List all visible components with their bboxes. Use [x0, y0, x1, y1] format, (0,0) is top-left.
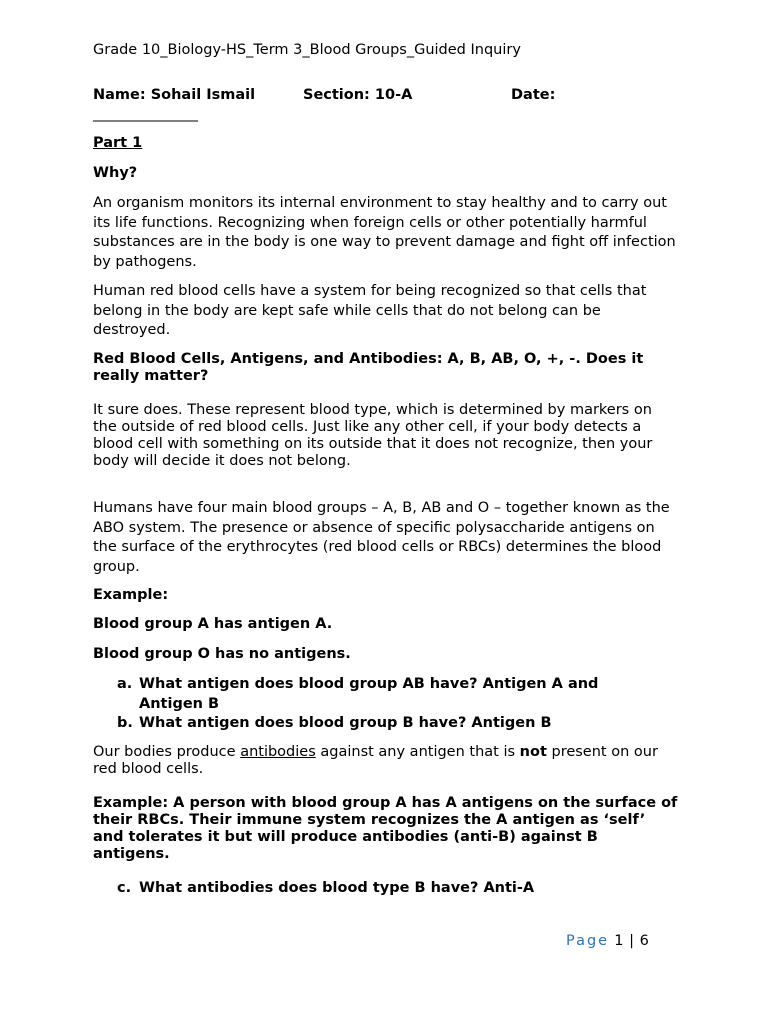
question-c [117, 879, 677, 899]
paragraph-antibodies: Our bodies produce antibodies against any antigen that is not present on our red blood cells. [93, 744, 658, 777]
question-text: What antigen does blood group AB have? Antigen A and Antigen B [139, 676, 599, 712]
question-text: What antigen does blood group B have? Antigen B [139, 715, 552, 731]
question-text: What antibodies does blood type B have? Anti-A [139, 880, 535, 896]
question-marker: b. [117, 715, 133, 731]
student-info-row [93, 87, 678, 103]
question-b [117, 714, 677, 734]
paragraph-intro: An organism monitors its internal environment to stay healthy and to carry out its life functions. Recognizing when foreign cells or other potentially harmful substances are in the body is one way to prevent damage and fight off infection by pathogens. [93, 195, 676, 270]
student-section: Section: 10-A [303, 87, 413, 103]
date-blank-line: _______________ [93, 106, 198, 122]
example-antibodies: Example: A person with blood group A has A antigens on the surface of their RBCs. Their immune system recognizes the A antigen as ‘self’ and tolerates it but will produce antibodies (anti-B) against B antigens. [93, 795, 678, 862]
why-heading: Why? [93, 165, 138, 181]
part-title: Part 1 [93, 135, 143, 151]
student-name: Name: Sohail Ismail [93, 87, 256, 103]
page-current: 1 [614, 933, 624, 949]
question-marker: c. [117, 880, 132, 896]
page-total: 6 [639, 933, 650, 949]
example-group-a: Blood group A has antigen A. [93, 616, 333, 632]
section-heading-antigens: Red Blood Cells, Antigens, and Antibodies: A, B, AB, O, +, -. Does it really matter? [93, 351, 644, 384]
antibodies-term: antibodies [240, 744, 316, 760]
question-a [117, 675, 637, 714]
paragraph-rbc-system: Human red blood cells have a system for being recognized so that cells that belong in the body are kept safe while cells that do not belong can be destroyed. [93, 283, 647, 338]
page-number-footer [566, 933, 649, 949]
page-word: Page [566, 933, 610, 949]
example-group-o: Blood group O has no antigens. [93, 646, 351, 662]
question-marker: a. [117, 676, 133, 692]
paragraph-abo-system: Humans have four main blood groups – A, B, AB and O – together known as the ABO system. The presence or absence of specific polysaccharide antigens on the surface of the erythrocytes (red blood cells or RBCs) determines the blood group. [93, 500, 670, 575]
page-separator: | [629, 933, 635, 949]
paragraph-blood-type: It sure does. These represent blood type, which is determined by markers on the outside of red blood cells. Just like any other cell, if your body detects a blood cell with something on its outside that it does not recognize, then your body will decide it does not belong. [93, 402, 653, 469]
document-header: Grade 10_Biology-HS_Term 3_Blood Groups_Guided Inquiry [93, 42, 521, 58]
date-label: Date: [511, 87, 556, 103]
example-label: Example: [93, 587, 169, 603]
